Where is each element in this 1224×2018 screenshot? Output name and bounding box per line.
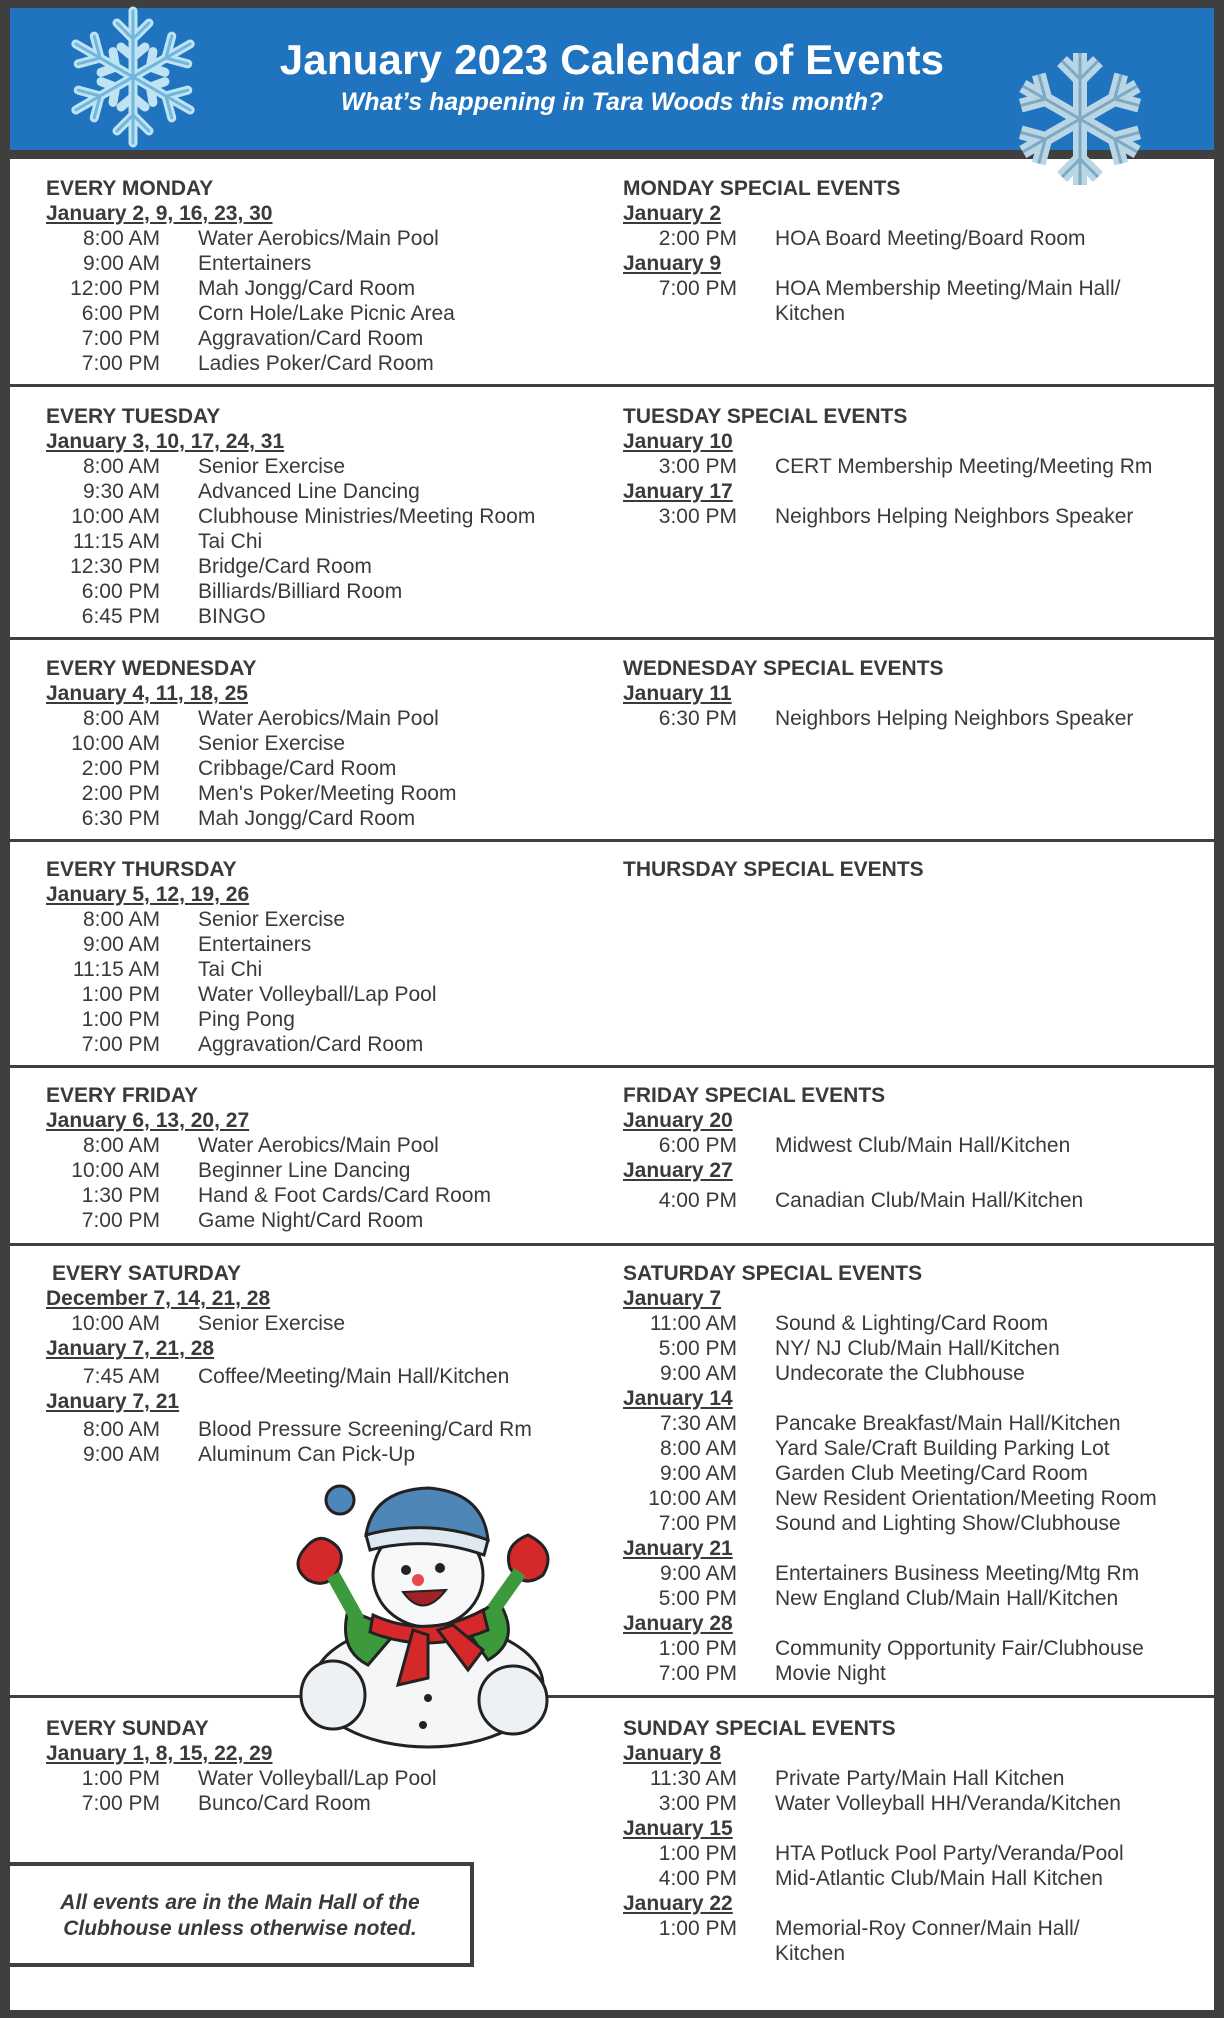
event-activity: Garden Club Meeting/Card Room xyxy=(775,1462,1088,1485)
date-line: January 5, 12, 19, 26 xyxy=(46,883,250,906)
event-activity: Entertainers xyxy=(198,252,312,275)
date-line: January 1, 8, 15, 22, 29 xyxy=(46,1742,273,1765)
special-events-column xyxy=(623,176,1213,326)
event-time: 11:30 AM xyxy=(649,1767,737,1790)
event-time: 7:00 PM xyxy=(81,1792,160,1815)
section-divider xyxy=(10,384,1214,387)
event-row xyxy=(623,1336,1213,1361)
event-time: 7:00 PM xyxy=(81,1209,160,1232)
event-row xyxy=(623,1486,1213,1511)
event-row xyxy=(623,1133,1213,1158)
event-activity: Men's Poker/Meeting Room xyxy=(198,782,457,805)
section-heading: EVERY MONDAY xyxy=(46,177,214,200)
event-row xyxy=(46,781,606,806)
event-activity: Neighbors Helping Neighbors Speaker xyxy=(775,707,1134,730)
event-time: 2:00 PM xyxy=(658,227,737,250)
event-activity: Undecorate the Clubhouse xyxy=(775,1362,1025,1385)
event-row xyxy=(46,454,606,479)
event-row xyxy=(46,604,606,629)
special-events-column xyxy=(623,1261,1213,1686)
special-events-column xyxy=(623,1716,1213,1966)
date-line: January 14 xyxy=(623,1387,733,1410)
event-activity: Game Night/Card Room xyxy=(198,1209,424,1232)
event-activity: Blood Pressure Screening/Card Rm xyxy=(198,1418,532,1441)
event-time: 8:00 AM xyxy=(82,1418,160,1441)
date-line: January 7, 21 xyxy=(46,1390,180,1413)
event-activity: Tai Chi xyxy=(198,530,263,553)
event-time: 8:00 AM xyxy=(659,1437,737,1460)
snowflake-icon-right xyxy=(995,44,1165,194)
event-time: 1:00 PM xyxy=(658,1842,737,1865)
event-row xyxy=(46,932,606,957)
event-time: 1:00 PM xyxy=(81,983,160,1006)
event-time: 7:00 PM xyxy=(81,352,160,375)
event-time: 7:00 PM xyxy=(658,1512,737,1535)
event-row xyxy=(46,326,606,351)
date-line: January 22 xyxy=(623,1892,733,1915)
event-row xyxy=(46,1208,606,1233)
event-activity: Entertainers Business Meeting/Mtg Rm xyxy=(775,1562,1140,1585)
event-row xyxy=(623,1461,1213,1486)
event-row xyxy=(46,554,606,579)
event-time: 2:00 PM xyxy=(81,757,160,780)
snowman-illustration xyxy=(278,1480,578,1750)
date-line: January 17 xyxy=(623,480,733,503)
event-row xyxy=(46,1007,606,1032)
event-time: 5:00 PM xyxy=(658,1587,737,1610)
footer-note-line2: Clubhouse unless otherwise noted. xyxy=(63,1917,417,1940)
event-time: 11:00 AM xyxy=(649,1312,737,1335)
footer-note-line1: All events are in the Main Hall of the xyxy=(60,1891,420,1914)
event-time: 6:45 PM xyxy=(81,605,160,628)
event-time: 9:00 AM xyxy=(82,252,160,275)
date-line: January 28 xyxy=(623,1612,733,1635)
event-activity: Mah Jongg/Card Room xyxy=(198,277,416,300)
event-activity: Billiards/Billiard Room xyxy=(198,580,403,603)
event-time: 2:00 PM xyxy=(81,782,160,805)
event-row xyxy=(623,1436,1213,1461)
event-activity: Bunco/Card Room xyxy=(198,1792,371,1815)
section-heading: EVERY SUNDAY xyxy=(46,1717,209,1740)
event-time: 9:00 AM xyxy=(82,1443,160,1466)
event-activity: Corn Hole/Lake Picnic Area xyxy=(198,302,455,325)
event-time: 7:00 PM xyxy=(658,1662,737,1685)
section-heading: MONDAY SPECIAL EVENTS xyxy=(623,177,901,200)
section-heading: TUESDAY SPECIAL EVENTS xyxy=(623,405,908,428)
section-divider xyxy=(10,1695,1214,1698)
date-line: January 27 xyxy=(623,1159,733,1182)
event-row xyxy=(46,1766,606,1791)
event-row xyxy=(623,1766,1213,1791)
event-row xyxy=(623,1866,1213,1891)
event-time: 10:00 AM xyxy=(648,1487,737,1510)
event-row xyxy=(623,1916,1213,1966)
event-row xyxy=(46,1183,606,1208)
event-time: 10:00 AM xyxy=(71,1312,160,1335)
event-time: 9:00 AM xyxy=(659,1562,737,1585)
section-heading: EVERY SATURDAY xyxy=(52,1262,242,1285)
event-time: 10:00 AM xyxy=(71,505,160,528)
event-activity: New England Club/Main Hall/Kitchen xyxy=(775,1587,1119,1610)
event-activity: Canadian Club/Main Hall/Kitchen xyxy=(775,1189,1084,1212)
special-events-column xyxy=(623,404,1213,529)
event-row xyxy=(623,1561,1213,1586)
event-time: 11:15 AM xyxy=(72,530,160,553)
event-activity: Senior Exercise xyxy=(198,732,346,755)
event-row xyxy=(623,504,1213,529)
section-divider xyxy=(10,1243,1214,1246)
event-time: 12:30 PM xyxy=(70,555,160,578)
section-heading: EVERY FRIDAY xyxy=(46,1084,199,1107)
event-row xyxy=(46,756,606,781)
special-events-column xyxy=(623,656,1213,731)
event-activity: Community Opportunity Fair/Clubhouse xyxy=(775,1637,1144,1660)
event-activity: CERT Membership Meeting/Meeting Rm xyxy=(775,455,1153,478)
footer-note xyxy=(10,1862,474,1967)
weekly-column xyxy=(46,1261,606,1467)
wednesday-section xyxy=(10,656,1214,846)
section-divider xyxy=(10,1065,1214,1068)
event-time: 3:00 PM xyxy=(658,505,737,528)
event-row xyxy=(623,226,1213,251)
date-line: January 7 xyxy=(623,1287,722,1310)
date-line: January 11 xyxy=(623,682,732,705)
event-row xyxy=(623,276,1213,326)
event-activity: Water Volleyball HH/Veranda/Kitchen xyxy=(775,1792,1121,1815)
event-activity: Aluminum Can Pick-Up xyxy=(198,1443,416,1466)
section-divider xyxy=(10,637,1214,640)
event-row xyxy=(46,226,606,251)
event-time: 5:00 PM xyxy=(658,1337,737,1360)
event-activity: Clubhouse Ministries/Meeting Room xyxy=(198,505,536,528)
event-row xyxy=(623,1361,1213,1386)
weekly-column xyxy=(46,1083,606,1233)
event-row xyxy=(46,1133,606,1158)
event-time: 3:00 PM xyxy=(658,455,737,478)
section-heading: WEDNESDAY SPECIAL EVENTS xyxy=(623,657,944,680)
event-row xyxy=(623,1411,1213,1436)
event-row xyxy=(46,1791,606,1816)
date-line: January 15 xyxy=(623,1817,733,1840)
event-time: 7:00 PM xyxy=(658,277,737,300)
event-row xyxy=(623,1791,1213,1816)
event-time: 8:00 AM xyxy=(82,908,160,931)
event-activity: HOA Board Meeting/Board Room xyxy=(775,227,1086,250)
special-events-column xyxy=(623,857,1213,882)
event-time: 9:00 AM xyxy=(659,1362,737,1385)
event-activity: Private Party/Main Hall Kitchen xyxy=(775,1767,1065,1790)
event-row xyxy=(623,454,1213,479)
event-activity: BINGO xyxy=(198,605,266,628)
event-row xyxy=(46,957,606,982)
event-activity: Midwest Club/Main Hall/Kitchen xyxy=(775,1134,1071,1157)
weekly-column xyxy=(46,404,606,629)
date-line: January 10 xyxy=(623,430,733,453)
monday-section xyxy=(10,176,1214,391)
event-time: 4:00 PM xyxy=(658,1867,737,1890)
event-time: 9:00 AM xyxy=(659,1462,737,1485)
date-line: January 6, 13, 20, 27 xyxy=(46,1109,250,1132)
event-activity: Aggravation/Card Room xyxy=(198,1033,424,1056)
event-time: 4:00 PM xyxy=(658,1189,737,1212)
event-time: 6:00 PM xyxy=(658,1134,737,1157)
event-time: 6:30 PM xyxy=(81,807,160,830)
page-title: January 2023 Calendar of Events xyxy=(279,36,945,83)
event-activity: Memorial-Roy Conner/Main Hall/ Kitchen xyxy=(775,1917,1080,1965)
event-row xyxy=(623,1188,1213,1213)
event-time: 6:30 PM xyxy=(658,707,737,730)
calendar-page xyxy=(10,8,1214,2010)
event-row xyxy=(623,1586,1213,1611)
event-time: 12:00 PM xyxy=(70,277,160,300)
special-events-column xyxy=(623,1083,1213,1213)
event-time: 7:00 PM xyxy=(81,327,160,350)
event-time: 8:00 AM xyxy=(82,707,160,730)
event-row xyxy=(46,706,606,731)
event-time: 6:00 PM xyxy=(81,580,160,603)
event-row xyxy=(46,479,606,504)
event-row xyxy=(46,907,606,932)
event-row xyxy=(46,351,606,376)
event-activity: Coffee/Meeting/Main Hall/Kitchen xyxy=(198,1365,510,1388)
section-heading: FRIDAY SPECIAL EVENTS xyxy=(623,1084,886,1107)
event-time: 8:00 AM xyxy=(82,227,160,250)
thursday-section xyxy=(10,857,1214,1072)
weekly-column xyxy=(46,857,606,1057)
section-heading: EVERY THURSDAY xyxy=(46,858,237,881)
event-time: 1:30 PM xyxy=(81,1184,160,1207)
event-time: 7:00 PM xyxy=(81,1033,160,1056)
event-row xyxy=(46,251,606,276)
date-line: January 2 xyxy=(623,202,722,225)
event-activity: Hand & Foot Cards/Card Room xyxy=(198,1184,491,1207)
date-line: January 20 xyxy=(623,1109,733,1132)
event-activity: Ladies Poker/Card Room xyxy=(198,352,434,375)
event-activity: Movie Night xyxy=(775,1662,886,1685)
event-time: 1:00 PM xyxy=(658,1917,737,1940)
event-activity: Pancake Breakfast/Main Hall/Kitchen xyxy=(775,1412,1121,1435)
date-line: January 8 xyxy=(623,1742,722,1765)
event-row xyxy=(46,1364,606,1389)
event-time: 10:00 AM xyxy=(71,1159,160,1182)
event-time: 1:00 PM xyxy=(658,1637,737,1660)
event-activity: Water Aerobics/Main Pool xyxy=(198,707,439,730)
event-time: 9:00 AM xyxy=(82,933,160,956)
event-activity: Entertainers xyxy=(198,933,312,956)
event-activity: Beginner Line Dancing xyxy=(198,1159,411,1182)
event-row xyxy=(623,1841,1213,1866)
event-activity: Sound and Lighting Show/Clubhouse xyxy=(775,1512,1121,1535)
event-time: 11:15 AM xyxy=(72,958,160,981)
event-row xyxy=(46,504,606,529)
tuesday-section xyxy=(10,404,1214,644)
event-activity: Water Aerobics/Main Pool xyxy=(198,227,439,250)
event-time: 9:30 AM xyxy=(82,480,160,503)
event-row xyxy=(46,301,606,326)
saturday-section xyxy=(10,1261,1214,1701)
event-row xyxy=(46,1311,606,1336)
section-divider xyxy=(10,839,1214,842)
weekly-column xyxy=(46,176,606,376)
event-row xyxy=(623,1511,1213,1536)
event-activity: Cribbage/Card Room xyxy=(198,757,397,780)
event-activity: Tai Chi xyxy=(198,958,263,981)
date-line: January 7, 21, 28 xyxy=(46,1337,215,1360)
event-activity: NY/ NJ Club/Main Hall/Kitchen xyxy=(775,1337,1060,1360)
event-activity: HOA Membership Meeting/Main Hall/ Kitchen xyxy=(775,277,1121,325)
event-row xyxy=(46,1032,606,1057)
event-row xyxy=(46,579,606,604)
event-time: 7:45 AM xyxy=(82,1365,160,1388)
event-activity: HTA Potluck Pool Party/Veranda/Pool xyxy=(775,1842,1124,1865)
date-line: January 2, 9, 16, 23, 30 xyxy=(46,202,273,225)
date-line: January 3, 10, 17, 24, 31 xyxy=(46,430,285,453)
event-row xyxy=(46,529,606,554)
section-heading: EVERY TUESDAY xyxy=(46,405,221,428)
event-row xyxy=(623,1661,1213,1686)
event-activity: Water Volleyball/Lap Pool xyxy=(198,983,437,1006)
event-time: 10:00 AM xyxy=(71,732,160,755)
event-activity: Bridge/Card Room xyxy=(198,555,372,578)
event-activity: Sound & Lighting/Card Room xyxy=(775,1312,1049,1335)
event-row xyxy=(46,276,606,301)
event-row xyxy=(46,1158,606,1183)
event-row xyxy=(46,806,606,831)
event-activity: Senior Exercise xyxy=(198,455,346,478)
date-line: January 4, 11, 18, 25 xyxy=(46,682,248,705)
event-activity: New Resident Orientation/Meeting Room xyxy=(775,1487,1157,1510)
event-time: 6:00 PM xyxy=(81,302,160,325)
event-time: 8:00 AM xyxy=(82,1134,160,1157)
date-line: January 9 xyxy=(623,252,722,275)
event-row xyxy=(623,1311,1213,1336)
event-time: 1:00 PM xyxy=(81,1008,160,1031)
event-activity: Aggravation/Card Room xyxy=(198,327,424,350)
section-heading: THURSDAY SPECIAL EVENTS xyxy=(623,858,924,881)
event-row xyxy=(46,1417,606,1442)
event-activity: Mid-Atlantic Club/Main Hall Kitchen xyxy=(775,1867,1103,1890)
friday-section xyxy=(10,1083,1214,1248)
event-activity: Neighbors Helping Neighbors Speaker xyxy=(775,505,1134,528)
footer-note-text xyxy=(10,1890,470,1942)
page-subtitle: What’s happening in Tara Woods this month? xyxy=(340,88,884,116)
event-activity: Advanced Line Dancing xyxy=(198,480,420,503)
event-row xyxy=(623,1636,1213,1661)
event-row xyxy=(46,1442,606,1467)
event-activity: Ping Pong xyxy=(198,1008,295,1031)
event-time: 3:00 PM xyxy=(658,1792,737,1815)
event-time: 8:00 AM xyxy=(82,455,160,478)
section-heading: EVERY WEDNESDAY xyxy=(46,657,257,680)
event-activity: Senior Exercise xyxy=(198,908,346,931)
event-activity: Water Aerobics/Main Pool xyxy=(198,1134,439,1157)
event-activity: Senior Exercise xyxy=(198,1312,346,1335)
event-activity: Mah Jongg/Card Room xyxy=(198,807,416,830)
date-line: December 7, 14, 21, 28 xyxy=(46,1287,271,1310)
event-row xyxy=(46,731,606,756)
section-heading: SATURDAY SPECIAL EVENTS xyxy=(623,1262,923,1285)
event-activity: Water Volleyball/Lap Pool xyxy=(198,1767,437,1790)
event-time: 1:00 PM xyxy=(81,1767,160,1790)
event-time: 7:30 AM xyxy=(659,1412,737,1435)
date-line: January 21 xyxy=(623,1537,733,1560)
weekly-column xyxy=(46,656,606,831)
event-activity: Yard Sale/Craft Building Parking Lot xyxy=(775,1437,1110,1460)
event-row xyxy=(46,982,606,1007)
section-heading: SUNDAY SPECIAL EVENTS xyxy=(623,1717,896,1740)
event-row xyxy=(623,706,1213,731)
